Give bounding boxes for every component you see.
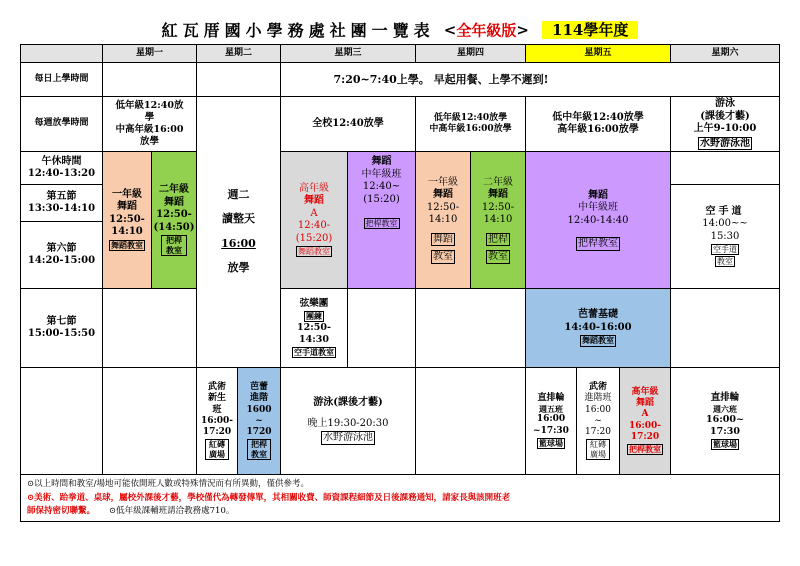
header-mon: 星期一	[102, 44, 197, 63]
room-label: 舞蹈教室	[298, 247, 330, 257]
note-1: ⊙以上時間和教室/場地可能依開班人數或特殊情況而有所異動，僅供參考。	[27, 479, 309, 489]
room-label: 教室	[717, 257, 733, 267]
row-label-p6: 第六節 14:20-15:00	[20, 221, 103, 289]
notes	[20, 474, 780, 522]
room-label: 把桿教室	[629, 444, 661, 455]
thu-after-empty	[415, 367, 526, 475]
sat-p7-empty	[670, 288, 780, 368]
room-label: 水野游泳池	[700, 137, 750, 149]
header-tue: 星期二	[196, 44, 281, 63]
sat-inline-skating: 直排輪 週六班 16:00~ 17:30 籃球場	[670, 367, 780, 475]
room-label: 籃球場	[713, 438, 737, 449]
room-label: 教室	[433, 251, 453, 262]
tue-ballet-adv: 芭蕾 進階 1600 ~ 1720 把桿 教室	[237, 367, 281, 475]
header-sat: 星期六	[670, 44, 780, 63]
mon-after	[102, 367, 197, 475]
room-label: 把桿	[488, 233, 508, 245]
wed-dance-middle: 舞蹈 中年級班 12:40~ (15:20) 把桿教室	[347, 151, 416, 289]
header-fri: 星期五	[525, 44, 671, 63]
room-label: 空手道	[713, 245, 737, 255]
wed-dance-senior-a: 高年級 舞蹈 A 12:40- (15:20) 舞蹈教室	[280, 151, 348, 289]
room-label: 舞蹈教室	[111, 239, 143, 250]
room-label: 把桿教室	[365, 219, 398, 228]
row-label-after	[20, 367, 103, 475]
row-label-dismiss: 每週放學時間	[20, 96, 103, 152]
tue-fullday: 週二 讀整天 16:00 放學	[196, 96, 281, 368]
tue-spacer	[196, 62, 281, 97]
tue-martial-arts: 武術 新生 班 16:00- 17:20 紅磚 廣場	[196, 367, 238, 475]
dismiss-wed: 全校12:40放學	[280, 96, 416, 152]
wed-p7-empty	[347, 288, 416, 368]
page-title	[0, 18, 800, 44]
header-thu: 星期四	[415, 44, 526, 63]
fri-inline-skating: 直排輪 週五班 16:00 ~17:30 籃球場	[525, 367, 577, 475]
room-label: 舞蹈	[433, 233, 453, 245]
room-label: 紅磚 廣場	[586, 439, 610, 459]
title-year: 114學年度	[542, 21, 638, 39]
room-label: 把桿教室	[161, 235, 187, 255]
thu-dance-grade1: 一年級 舞蹈 12:50- 14:10 舞蹈 教室	[415, 151, 471, 289]
fri-dance-middle: 舞蹈 中年級班 12:40-14:40 把桿教室	[525, 151, 671, 289]
room-label: 把桿 教室	[247, 439, 271, 459]
header-wed: 星期三	[280, 44, 416, 63]
wed-string-orchestra: 弦樂團 團練 12:50- 14:30 空手道教室	[280, 288, 348, 368]
fri-ballet-basic: 芭蕾基礎 14:40-16:00 舞蹈教室	[525, 288, 671, 368]
row-label-p7: 第七節 15:00-15:50	[20, 288, 103, 368]
room-label: 水野游泳池	[323, 432, 373, 444]
room-label: 籃球場	[539, 437, 563, 448]
row-label-lunch: 午休時間 12:40-13:20	[20, 151, 103, 185]
dismiss-thu: 低年級12:40放學 中高年級16:00放學	[415, 96, 526, 152]
mon-p7	[102, 288, 197, 368]
thu-dance-grade2: 二年級 舞蹈 12:50- 14:10 把桿 教室	[470, 151, 526, 289]
room-label: 舞蹈教室	[582, 335, 614, 346]
room-label: 教室	[488, 251, 508, 262]
note-2: ⊙美術、跆拳道、桌球，屬校外課後才藝，學校僅代為轉發傳單，其相關收費、師資課程細節及日後課務通知，請家長與該開班老	[27, 492, 511, 503]
arrival-time: 7:20~7:40上學。 早起用餐、上學不遲到!	[102, 62, 780, 97]
sat-lunch-empty	[670, 151, 780, 185]
dismiss-sat: 游泳 (課後才藝) 上午9-10:00 水野游泳池	[670, 96, 780, 152]
title-main: 紅瓦厝國小學務處社團一覽表	[161, 21, 435, 40]
row-label-arrive: 每日上學時間	[20, 62, 103, 97]
wed-swimming: 游泳(課後才藝) 晚上19:30-20:30 水野游泳池	[280, 367, 416, 475]
room-label: 空手道教室	[294, 346, 334, 357]
fri-dance-senior-a: 高年級 舞蹈 A 16:00- 17:20 把桿教室	[619, 367, 671, 475]
sat-karate: 空手道 14:00~~ 15:30 空手道 教室	[670, 184, 780, 289]
room-label: 團練	[306, 310, 322, 321]
title-edition: <全年級版>	[443, 20, 529, 39]
mon-dance-grade1: 一年級 舞蹈 12:50- 14:10 舞蹈教室	[102, 151, 152, 289]
fri-martial-arts-adv: 武術 進階班 16:00 ~ 17:20 紅磚 廣場	[576, 367, 620, 475]
mon-dance-grade2: 二年級 舞蹈 12:50- (14:50) 把桿教室	[151, 151, 197, 289]
note-3: 師保持密切聯繫。 ⊙低年級課輔班請洽教務處710。	[27, 506, 235, 517]
room-label: 紅磚 廣場	[205, 439, 229, 459]
dismiss-fri: 低中年級12:40放學 高年級16:00放學	[525, 96, 671, 152]
dismiss-mon: 低年級12:40放 學 中高年級16:00 放學	[102, 96, 197, 152]
row-label-p5: 第五節 13:30-14:10	[20, 184, 103, 222]
room-label: 把桿教室	[578, 238, 618, 249]
header-blank	[20, 44, 103, 63]
thu-p7-empty	[415, 288, 526, 368]
